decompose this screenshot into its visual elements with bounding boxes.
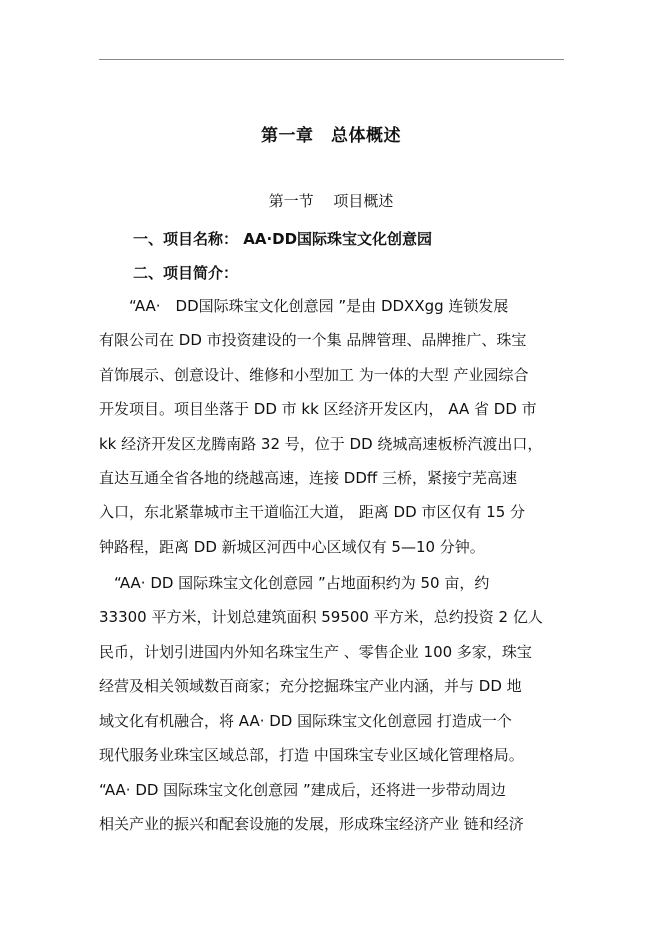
paragraph-line: 钟路程，距离 DD 新城区河西中心区域仅有 5—10 分钟。: [99, 537, 485, 556]
paragraph-project-scale: [99, 566, 565, 772]
header-rule: [99, 59, 564, 60]
paragraph-line: kk 经济开发区龙腾南路 32 号，位于 DD 绕城高速板桥汽渡出口，: [99, 434, 543, 453]
paragraph-line: “AA· DD 国际珠宝文化创意园 ”建成后，还将进一步带动周边: [99, 781, 506, 799]
paragraph-line: 经营及相关领域数百商家；充分挖掘珠宝产业内涵，并与 DD 地: [99, 677, 522, 696]
paragraph-line: “AA· DD国际珠宝文化创意园 ”是由 DDXXgg 连锁发展: [99, 297, 509, 315]
paragraph-line: 开发项目。项目坐落于 DD 市 kk 区经济开发区内， AA 省 DD 市: [99, 400, 537, 419]
paragraph-line: 有限公司在 DD 市投资建设的一个集 品牌管理、品牌推广、珠宝: [99, 331, 527, 350]
paragraph-project-impact: [99, 773, 565, 842]
paragraph-project-overview: [99, 289, 565, 564]
paragraph-line: 入口，东北紧靠城市主干道临江大道， 距离 DD 市区仅有 15 分: [99, 503, 526, 522]
paragraph-line: “AA· DD 国际珠宝文化创意园 ”占地面积约为 50 亩，约: [99, 574, 490, 592]
section-title: 第一节 项目概述: [268, 192, 394, 210]
project-name-heading: 一、项目名称： AA·DD国际珠宝文化创意园: [133, 230, 433, 248]
paragraph-line: 民币，计划引进国内外知名珠宝生产 、零售企业 100 多家，珠宝: [99, 642, 532, 661]
chapter-title: 第一章 总体概述: [261, 126, 401, 146]
paragraph-line: 现代服务业珠宝区域总部，打造 中国珠宝专业区域化管理格局。: [99, 746, 524, 765]
paragraph-line: 直达互通全省各地的绕越高速，连接 DDff 三桥，紧接宁芜高速: [99, 469, 517, 488]
paragraph-line: 域文化有机融合，将 AA· DD 国际珠宝文化创意园 打造成一个: [99, 711, 512, 730]
paragraph-line: 相关产业的振兴和配套设施的发展，形成珠宝经济产业 链和经济: [99, 815, 524, 834]
paragraph-line: 33300 平方米，计划总建筑面积 59500 平方米，总约投资 2 亿人: [99, 608, 543, 627]
paragraph-line: 首饰展示、创意设计、维修和小型加工 为一体的大型 产业园综合: [99, 365, 529, 384]
project-intro-heading: 二、项目简介：: [133, 264, 239, 282]
